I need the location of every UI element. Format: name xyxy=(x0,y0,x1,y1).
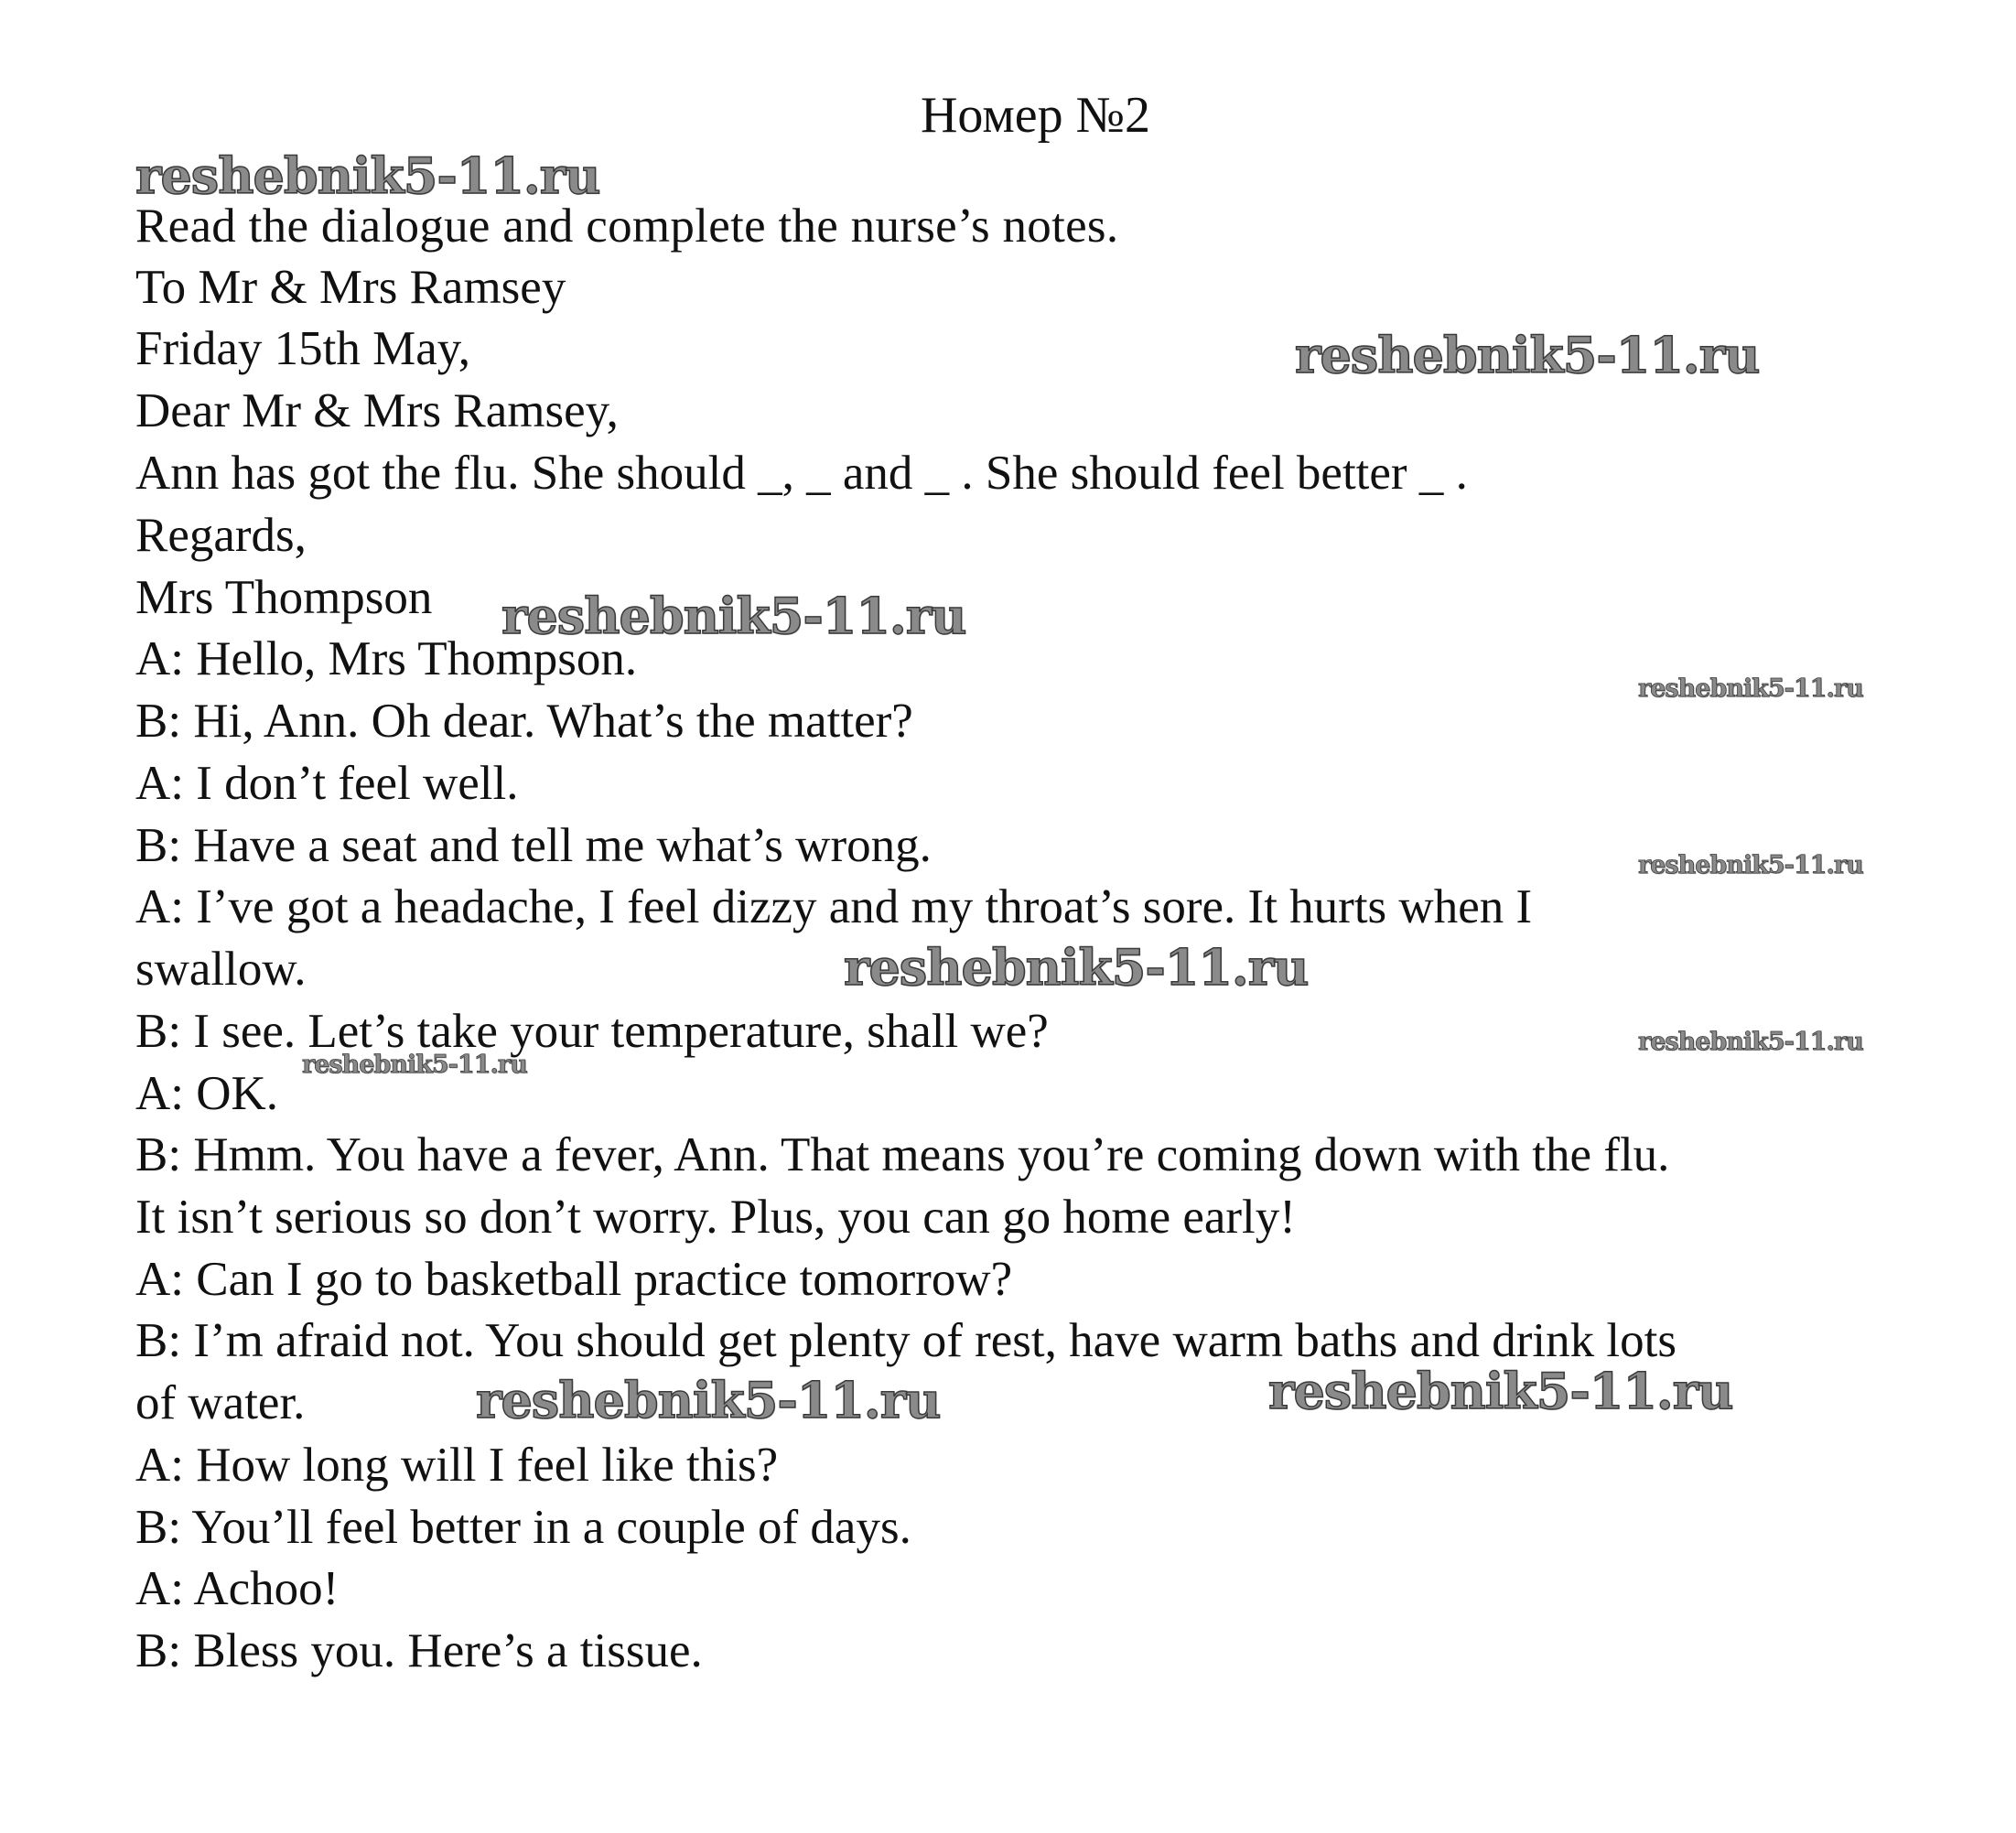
watermark: reshebnik5-11.ru xyxy=(1638,851,1863,879)
watermark: reshebnik5-11.ru xyxy=(1295,326,1760,384)
watermark: reshebnik5-11.ru xyxy=(1638,674,1863,703)
dialogue-line: B: Hi, Ann. Oh dear. What’s the matter? xyxy=(135,695,913,748)
dialogue-line: B: You’ll feel better in a couple of days. xyxy=(135,1501,911,1554)
instruction-line: Read the dialogue and complete the nurse’s notes. xyxy=(135,199,1119,253)
note-greeting: Dear Mr & Mrs Ramsey, xyxy=(135,384,619,437)
dialogue-line: A: Can I go to basketball practice tomorrow? xyxy=(135,1253,1013,1306)
dialogue-line: A: Achoo! xyxy=(135,1562,340,1615)
dialogue-line: A: I don’t feel well. xyxy=(135,757,519,810)
dialogue-line: B: I’m afraid not. You should get plenty of rest, have warm baths and drink lots xyxy=(135,1314,1676,1367)
watermark: reshebnik5-11.ru xyxy=(844,938,1309,997)
dialogue-line: A: OK. xyxy=(135,1067,279,1120)
watermark: reshebnik5-11.ru xyxy=(1268,1362,1733,1420)
page-title: Номер №2 xyxy=(920,87,1151,144)
note-signature: Mrs Thompson xyxy=(135,571,433,624)
dialogue-line: A: How long will I feel like this? xyxy=(135,1439,779,1492)
dialogue-line: B: Have a seat and tell me what’s wrong. xyxy=(135,819,932,872)
note-date: Friday 15th May, xyxy=(135,322,471,375)
dialogue-line: A: Hello, Mrs Thompson. xyxy=(135,632,638,685)
watermark: reshebnik5-11.ru xyxy=(135,146,600,205)
watermark: reshebnik5-11.ru xyxy=(302,1051,527,1079)
dialogue-line: B: I see. Let’s take your temperature, shall we? xyxy=(135,1005,1049,1058)
note-recipient: To Mr & Mrs Ramsey xyxy=(135,261,566,314)
note-signoff: Regards, xyxy=(135,509,307,562)
dialogue-line: B: Hmm. You have a fever, Ann. That means you’re coming down with the flu. xyxy=(135,1128,1670,1181)
dialogue-line: It isn’t serious so don’t worry. Plus, you can go home early! xyxy=(135,1191,1296,1244)
dialogue-line: of water. xyxy=(135,1376,306,1429)
watermark: reshebnik5-11.ru xyxy=(501,587,966,645)
dialogue-line: B: Bless you. Here’s a tissue. xyxy=(135,1624,703,1677)
dialogue-line: swallow. xyxy=(135,943,307,996)
watermark: reshebnik5-11.ru xyxy=(476,1371,941,1429)
note-body: Ann has got the flu. She should _, _ and _ . She should feel better _ . xyxy=(135,447,1468,500)
dialogue-line: A: I’ve got a headache, I feel dizzy and my throat’s sore. It hurts when I xyxy=(135,880,1533,933)
watermark: reshebnik5-11.ru xyxy=(1638,1028,1863,1056)
